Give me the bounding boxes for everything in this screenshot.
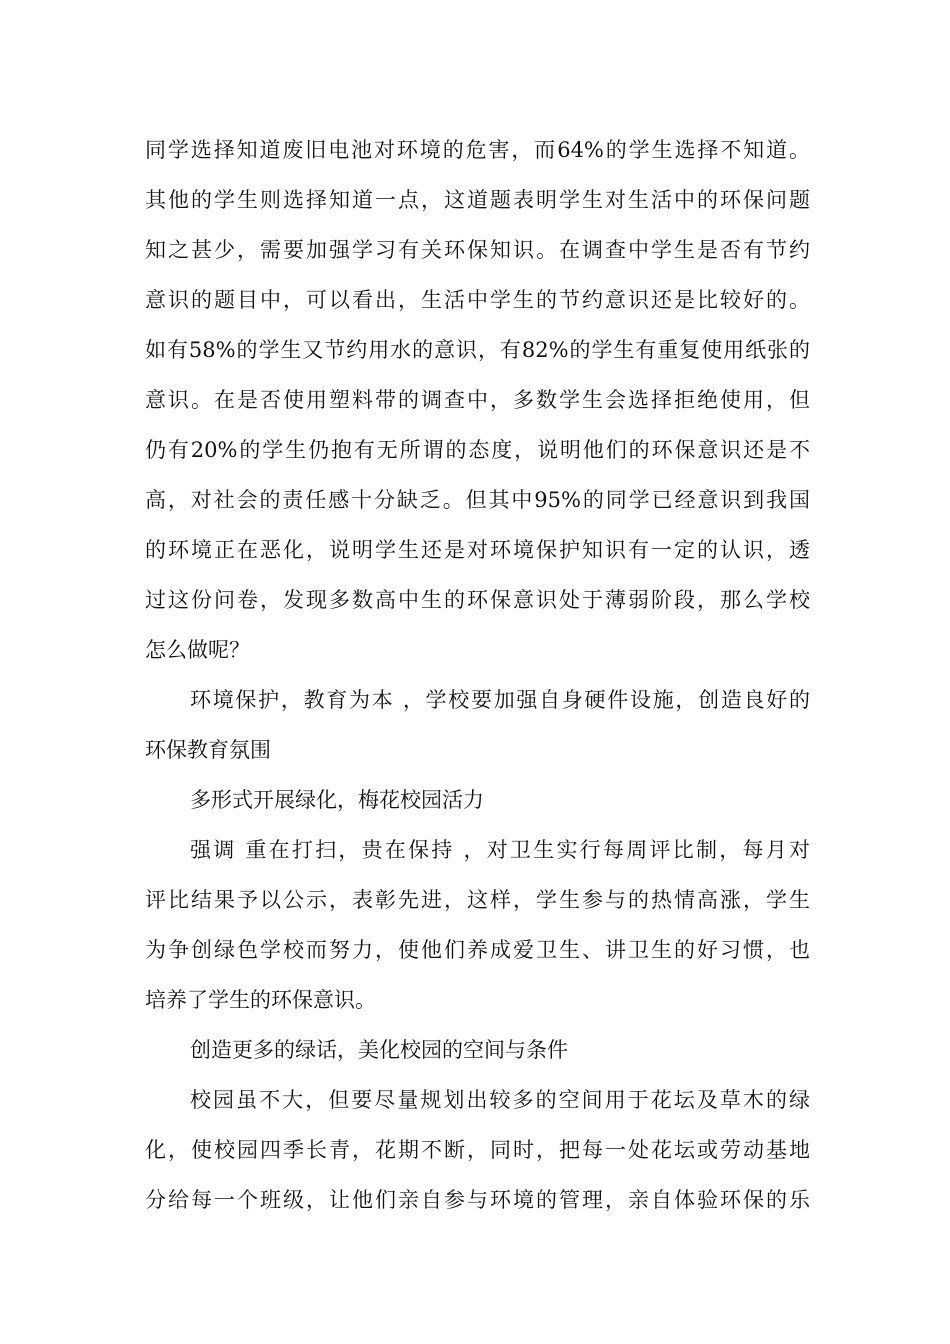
text-line: 环保教育氛围 — [145, 738, 271, 762]
text-line: 怎么做呢？ — [145, 638, 250, 662]
text-line: 仍有20%的学生仍抱有无所谓的态度，说明他们的环保意识还是不 — [145, 438, 810, 462]
text-line: 其他的学生则选择知道一点，这道题表明学生对生活中的环保问题 — [145, 188, 810, 212]
text-line: 校园虽不大，但要尽量规划出较多的空间用于花坛及草木的绿 — [190, 1088, 810, 1112]
text-line: 环境保护，教育为本 ，学校要加强自身硬件设施，创造良好的 — [190, 688, 810, 712]
text-line: 过这份问卷，发现多数高中生的环保意识处于薄弱阶段，那么学校 — [145, 588, 810, 612]
text-line: 如有58%的学生又节约用水的意识，有82%的学生有重复使用纸张的 — [145, 338, 810, 362]
text-line: 知之甚少，需要加强学习有关环保知识。在调查中学生是否有节约 — [145, 238, 810, 262]
text-line: 化，使校园四季长青，花期不断，同时，把每一处花坛或劳动基地 — [145, 1138, 810, 1162]
text-line: 分给每一个班级，让他们亲自参与环境的管理，亲自体验环保的乐 — [145, 1188, 810, 1212]
text-line: 意识。在是否使用塑料带的调查中，多数学生会选择拒绝使用，但 — [145, 388, 810, 412]
text-line: 的环境正在恶化，说明学生还是对环境保护知识有一定的认识，透 — [145, 538, 810, 562]
text-line: 高，对社会的责任感十分缺乏。但其中95%的同学已经意识到我国 — [145, 488, 810, 512]
section-heading: 多形式开展绿化，梅花校园活力 — [190, 788, 484, 812]
text-line: 同学选择知道废旧电池对环境的危害，而64%的学生选择不知道。 — [145, 138, 810, 162]
text-line: 意识的题目中，可以看出，生活中学生的节约意识还是比较好的。 — [145, 288, 810, 312]
section-heading: 创造更多的绿话，美化校园的空间与条件 — [190, 1038, 568, 1062]
text-line: 为争创绿色学校而努力，使他们养成爱卫生、讲卫生的好习惯，也 — [145, 938, 810, 962]
text-line: 培养了学生的环保意识。 — [145, 988, 376, 1012]
text-line: 强调 重在打扫，贵在保持 ，对卫生实行每周评比制，每月对 — [190, 838, 810, 862]
text-line: 评比结果予以公示，表彰先进，这样，学生参与的热情高涨，学生 — [145, 888, 810, 912]
